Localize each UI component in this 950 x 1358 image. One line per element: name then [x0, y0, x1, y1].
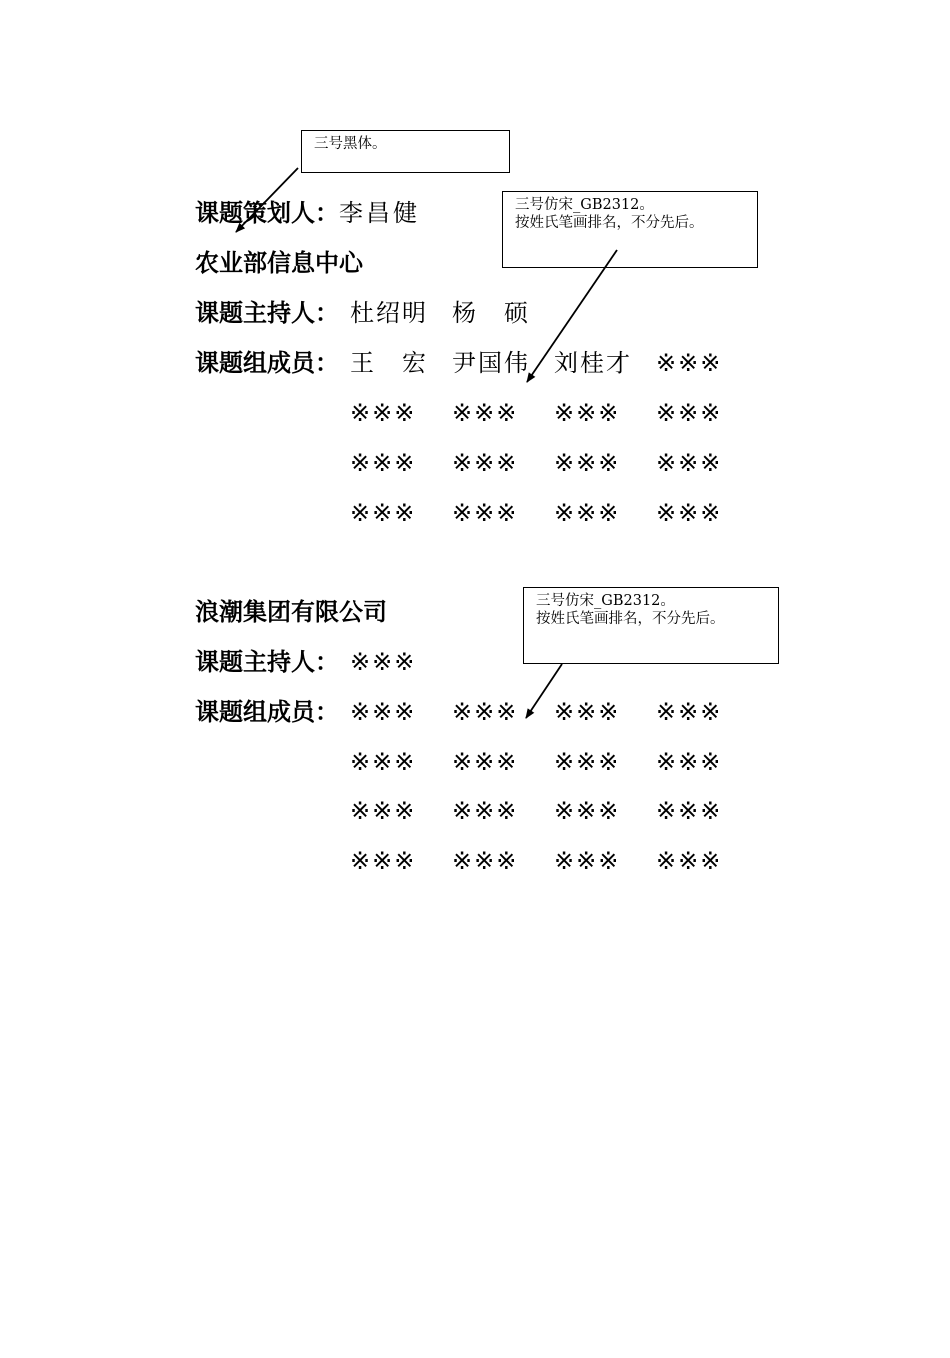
- org2-host-1: ※※※: [350, 648, 417, 676]
- callout-text-line2: 按姓氏笔画排名，不分先后。: [536, 611, 725, 627]
- org2-member: ※※※: [350, 748, 417, 776]
- org2-member: ※※※: [350, 698, 417, 726]
- org2-member: ※※※: [350, 847, 417, 875]
- members-label: 课题组成员：: [195, 698, 339, 726]
- org2-member: ※※※: [554, 748, 621, 776]
- org2-member: ※※※: [452, 748, 519, 776]
- org1-member: ※※※: [452, 499, 519, 527]
- arrow-member-font-1: [527, 250, 617, 382]
- org1-member: 王 宏: [350, 349, 428, 377]
- org1-member: ※※※: [656, 399, 723, 427]
- org2-member: ※※※: [656, 698, 723, 726]
- org2-member: ※※※: [350, 797, 417, 825]
- org1-member: ※※※: [656, 499, 723, 527]
- callout-text-line1: 三号仿宋_GB2312。: [536, 593, 675, 609]
- org1-member: 刘桂才: [554, 349, 632, 377]
- callout-text: 三号黑体。: [314, 136, 387, 152]
- org2-member: ※※※: [656, 797, 723, 825]
- org1-member: ※※※: [452, 399, 519, 427]
- org1-member: ※※※: [554, 399, 621, 427]
- org-name: 农业部信息中心: [195, 249, 363, 277]
- org2-member: ※※※: [554, 698, 621, 726]
- host-label: 课题主持人：: [195, 299, 339, 327]
- org1-member: ※※※: [656, 349, 723, 377]
- org1-host-2: 杨 硕: [452, 299, 530, 327]
- org-name: 浪潮集团有限公司: [195, 598, 387, 626]
- org1-member: ※※※: [452, 449, 519, 477]
- org1-member: ※※※: [350, 449, 417, 477]
- callout-text-line2: 按姓氏笔画排名，不分先后。: [515, 215, 704, 231]
- org1-member: 尹国伟: [452, 349, 530, 377]
- org2-member: ※※※: [452, 797, 519, 825]
- arrow-heading-font: [236, 168, 298, 232]
- org1-host-1: 杜绍明: [350, 299, 428, 327]
- org1-member: ※※※: [350, 399, 417, 427]
- callout-text-line1: 三号仿宋_GB2312。: [515, 197, 654, 213]
- org2-member: ※※※: [452, 847, 519, 875]
- org1-member: ※※※: [554, 499, 621, 527]
- org1-member: ※※※: [656, 449, 723, 477]
- planner-name: 李昌健: [339, 199, 420, 227]
- org1-member: ※※※: [554, 449, 621, 477]
- org2-member: ※※※: [554, 847, 621, 875]
- org2-member: ※※※: [452, 698, 519, 726]
- members-label: 课题组成员：: [195, 349, 339, 377]
- org1-member: ※※※: [350, 499, 417, 527]
- arrow-member-font-2: [526, 664, 562, 718]
- org2-member: ※※※: [656, 748, 723, 776]
- host-label: 课题主持人：: [195, 648, 339, 676]
- planner-label: 课题策划人：: [195, 199, 339, 227]
- org2-member: ※※※: [554, 797, 621, 825]
- org2-member: ※※※: [656, 847, 723, 875]
